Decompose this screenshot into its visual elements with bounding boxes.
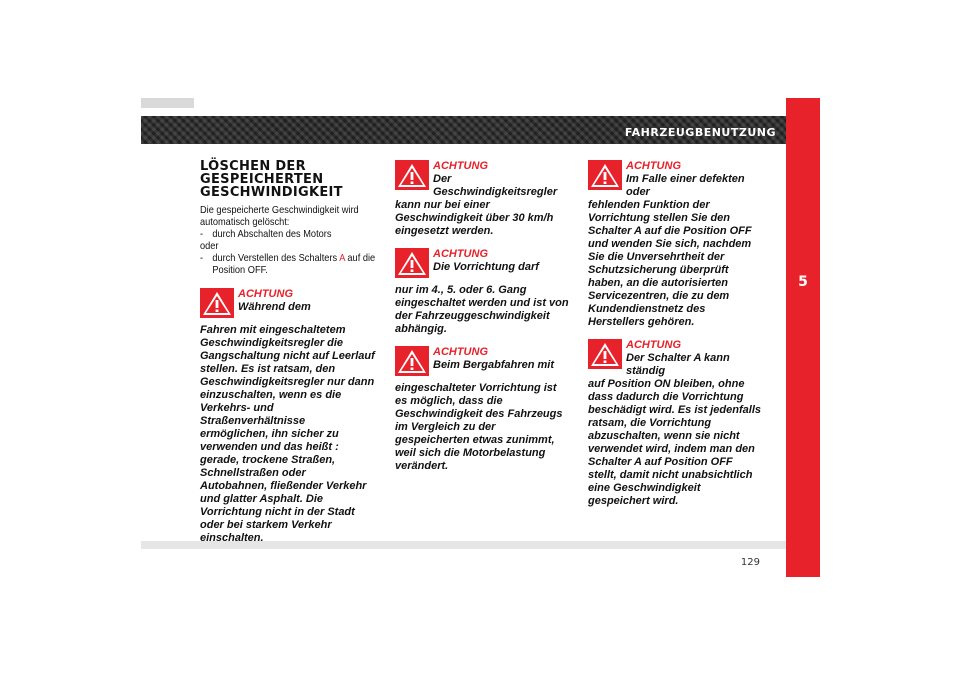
intro-paragraph: [200, 204, 376, 276]
warning-title: ACHTUNG: [626, 160, 681, 172]
warning-title: ACHTUNG: [626, 339, 681, 351]
warning-title: ACHTUNG: [433, 248, 488, 260]
warning-first-line: Die Vorrichtung darf: [433, 261, 539, 273]
page-number: 129: [740, 557, 760, 568]
warning-triangle-icon: [395, 160, 429, 190]
section-header-bar: [141, 116, 786, 144]
intro-text: Die gespeicherte Geschwindigkeit wird automatisch gelöscht:: [200, 204, 359, 228]
warning-title: ACHTUNG: [238, 288, 293, 300]
warning-block: [588, 339, 763, 508]
warning-first-line: Im Falle einer defekten oder: [626, 173, 745, 198]
warning-triangle-icon: [395, 346, 429, 376]
section-heading: [200, 160, 375, 199]
warning-triangle-icon: [588, 339, 622, 369]
warning-text: fehlenden Funktion der Vorrichtung stellen Sie den Schalter A auf die Position OFF und wenden Sie sich, nachdem Sie die Unversehrtheit der Schutzsicherung überprüft haben, an die autorisierten Servicezentren, die zu dem Kundendienstnetz des Herstellers gehören.: [588, 199, 752, 328]
warning-text: nur im 4., 5. oder 6. Gang eingeschaltet werden und ist von der Fahrzeuggeschwindigkeit abhängig.: [395, 284, 569, 335]
section-title: FAHRZEUGBENUTZUNG: [624, 126, 776, 139]
warning-triangle-icon: [200, 288, 234, 318]
warning-block: [395, 346, 570, 473]
warning-triangle-icon: [395, 248, 429, 278]
warning-text: Fahren mit eingeschaltetem Geschwindigkeitsregler die Gangschaltung nicht auf Leerlauf stellen. Es ist ratsam, den Geschwindigkeitsregler nur dann einzuschalten, wenn es die Verkehrs- und Straßenverhältnisse ermöglichen, ihn sicher zu verwenden und das heißt : gerade, trockene Straßen, Schnellstraßen oder Autobahnen, fließender Verkehr und glatter Asphalt. Die Vorrichtung nicht in der Stadt oder bei starkem Verkehr einschalten.: [200, 324, 375, 544]
warning-title: ACHTUNG: [433, 346, 488, 358]
warning-text: auf Position ON bleiben, ohne dass dadurch die Vorrichtung beschädigt wird. Es ist jedenfalls ratsam, die Vorrichtung abzuschalten, wenn sie nicht verwendet wird, indem man den Schalter A auf Position OFF stellt, damit nicht unabsichtlich eine Geschwindigkeit gespeichert wird.: [588, 378, 761, 507]
column-3: [588, 160, 763, 508]
header-grey-strip: [141, 98, 194, 108]
condition-list: [200, 228, 376, 240]
warning-block: [588, 160, 763, 329]
warning-first-line: Beim Bergabfahren mit: [433, 359, 555, 371]
warning-block: [395, 160, 570, 238]
warning-text: kann nur bei einer Geschwindigkeit über 30 km/h eingesetzt werden.: [395, 199, 554, 237]
switch-label-a: A: [339, 252, 345, 264]
warning-triangle-icon: [588, 160, 622, 190]
oder-text: oder: [200, 240, 219, 252]
warning-block: [395, 248, 570, 336]
column-2: [395, 160, 570, 473]
list-item: - durch Verstellen des Schalters A auf die Position OFF.: [200, 252, 376, 276]
heading-line-1: LÖSCHEN DER: [200, 159, 306, 174]
list-item: - durch Abschalten des Motors: [200, 228, 332, 240]
heading-line-3: GESCHWINDIGKEIT: [200, 185, 343, 200]
warning-title: ACHTUNG: [433, 160, 488, 172]
chapter-tab: [786, 98, 820, 577]
condition-list-2: [200, 252, 376, 276]
heading-line-2: GESPEICHERTEN: [200, 172, 324, 187]
warning-text: eingeschalteter Vorrichtung ist es möglich, dass die Geschwindigkeit des Fahrzeugs im Vergleich zu der gespeicherten etwas zunimmt, weil sich die Motorbelastung verändert.: [395, 382, 563, 472]
warning-first-line: Der Schalter A kann ständig: [626, 352, 730, 377]
warning-first-line: Während dem: [238, 301, 311, 313]
column-1: [200, 160, 375, 545]
warning-block: [200, 288, 375, 545]
warning-first-line: Der Geschwindigkeitsregler: [433, 173, 558, 198]
chapter-number: 5: [798, 274, 808, 290]
